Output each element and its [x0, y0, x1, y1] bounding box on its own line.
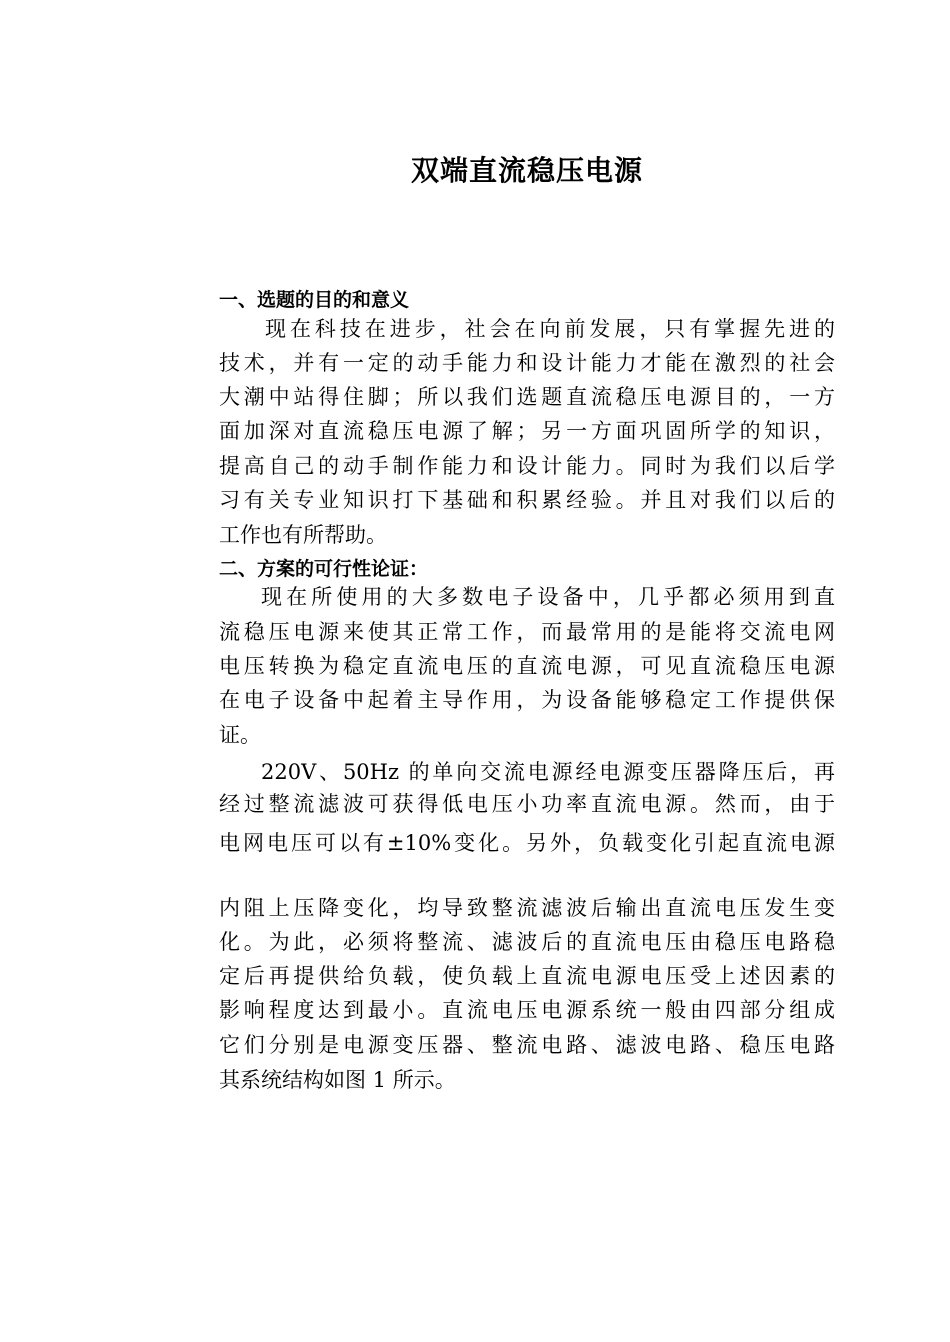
paragraph-line: 内阻上压降变化，均导致整流滤波后输出直流电压发生变	[219, 896, 835, 920]
paragraph-line: 大潮中站得住脚；所以我们选题直流稳压电源目的，一方	[219, 385, 835, 409]
paragraph-line: 电压转换为稳定直流电压的直流电源，可见直流稳压电源	[219, 654, 835, 678]
paragraph-line: 影响程度达到最小。直流电压电源系统一般由四部分组成	[219, 998, 835, 1022]
paragraph-line: 流稳压电源来使其正常工作，而最常用的是能将交流电网	[219, 620, 835, 644]
paragraph-line: 220V、50Hz 的单向交流电源经电源变压器降压后，再	[261, 760, 835, 784]
paragraph-line: 其系统结构如图 1 所示。	[219, 1068, 456, 1092]
section-heading-1: 一、选题的目的和意义	[219, 289, 410, 311]
paragraph-line: 它们分别是电源变压器、整流电路、滤波电路、稳压电路	[219, 1033, 835, 1057]
paragraph-line: 现在科技在进步，社会在向前发展，只有掌握先进的	[265, 317, 835, 341]
section-heading-2: 二、方案的可行性论证：	[219, 558, 429, 580]
paragraph-line: 证。	[219, 723, 261, 747]
paragraph-line: 经过整流滤波可获得低电压小功率直流电源。然而，由于	[219, 792, 835, 816]
document-title: 双端直流稳压电源	[410, 154, 643, 187]
paragraph-line: 技术，并有一定的动手能力和设计能力才能在激烈的社会	[219, 351, 835, 375]
paragraph-line: 习有关专业知识打下基础和积累经验。并且对我们以后的	[219, 488, 835, 512]
paragraph-line: 工作也有所帮助。	[219, 523, 387, 547]
paragraph-line: 面加深对直流稳压电源了解；另一方面巩固所学的知识，	[219, 419, 835, 443]
paragraph-line: 现在所使用的大多数电子设备中，几乎都必须用到直	[261, 585, 835, 609]
paragraph-line: 电网电压可以有±10%变化。另外，负载变化引起直流电源	[219, 831, 835, 855]
paragraph-line: 提高自己的动手制作能力和设计能力。同时为我们以后学	[219, 454, 835, 478]
paragraph-line: 化。为此，必须将整流、滤波后的直流电压由稳压电路稳	[219, 930, 835, 954]
paragraph-line: 定后再提供给负载，使负载上直流电源电压受上述因素的	[219, 964, 835, 988]
paragraph-line: 在电子设备中起着主导作用，为设备能够稳定工作提供保	[219, 688, 835, 712]
